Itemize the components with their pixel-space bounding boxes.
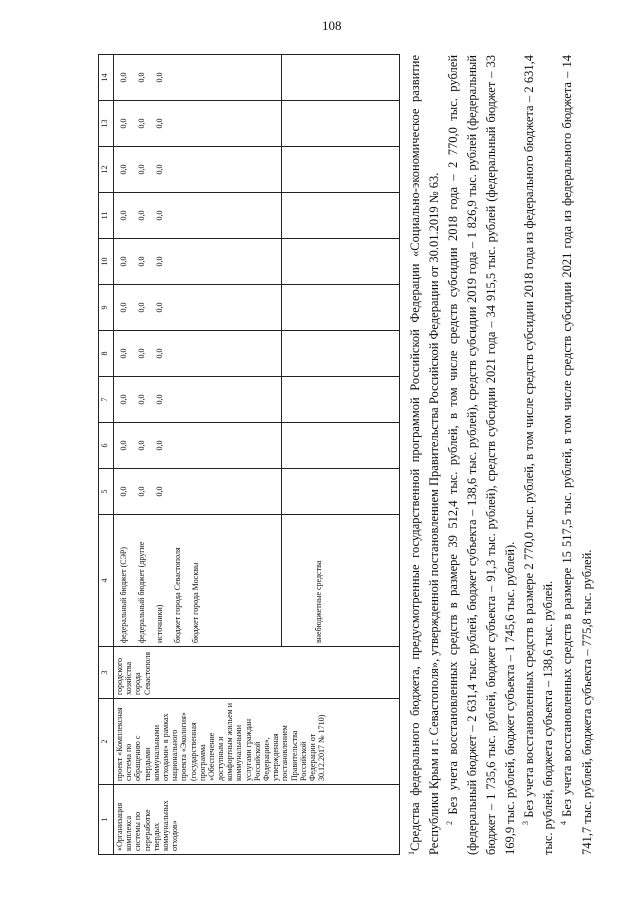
value-cell <box>282 285 400 331</box>
header-cell: 8 <box>99 331 114 377</box>
fin-value: 0,0 <box>137 164 146 175</box>
value-cell <box>114 285 282 331</box>
fin-value: 0,0 <box>155 256 164 267</box>
fin-value: 0,0 <box>155 302 164 313</box>
fin-value: 0,0 <box>155 486 164 497</box>
value-cell <box>282 331 400 377</box>
fin-value <box>169 242 187 281</box>
footnote-1 <box>406 55 444 855</box>
project-description-cell: проект «Комплексная система по обращению с твердыми коммунальными отходами» в рамках национального проекта «Экология» (государственная программа «Обеспечение доступным и комфортным жильем и коммунальными услугами граждан Российской Федерации», утвержденная постановлением Правительства Российской Федерации от 30.12.2017 № 1710) <box>114 699 400 785</box>
fin-value <box>169 288 187 327</box>
footnote-mark: 1 <box>407 851 416 855</box>
value-cell <box>282 377 400 423</box>
header-cell: 11 <box>99 193 114 239</box>
footnotes <box>406 55 597 855</box>
fin-value <box>169 380 187 419</box>
fin-value: 0,0 <box>137 72 146 83</box>
fin-value <box>169 150 187 189</box>
value-cell <box>114 193 282 239</box>
table-row-main <box>114 55 282 855</box>
footnote-text: Без учета восстановленных средств в размере 2 770,0 тыс. рублей, в том числе средств субсидии 2018 года из федерального бюджета – 2 631,4 тыс. рублей, бюджета субъекта – 138,6 тыс. рублей. <box>522 54 556 855</box>
header-cell: 9 <box>99 285 114 331</box>
header-cell: 6 <box>99 423 114 469</box>
fin-value: 0,0 <box>119 256 128 267</box>
program-table <box>98 54 400 855</box>
fin-value <box>169 104 187 143</box>
fin-value: 0,0 <box>119 164 128 175</box>
fin-value: 0,0 <box>137 440 146 451</box>
table-header-row <box>99 55 114 855</box>
value-cell <box>114 55 282 101</box>
fin-value: 0,0 <box>137 118 146 129</box>
footnote-mark: 2 <box>445 821 455 825</box>
fin-value: 0,0 <box>119 440 128 451</box>
funding-source-label: федеральный бюджет (СЭР) <box>119 546 128 643</box>
value-cell <box>282 239 400 285</box>
fin-value <box>169 472 187 511</box>
fin-value: 0,0 <box>137 256 146 267</box>
header-cell: 2 <box>99 699 114 785</box>
fin-value: 0,0 <box>137 394 146 405</box>
value-cell <box>282 423 400 469</box>
header-cell: 10 <box>99 239 114 285</box>
funding-sources-cell <box>114 515 282 647</box>
value-cell <box>114 423 282 469</box>
fin-value: 0,0 <box>155 440 164 451</box>
offbudget-label: внебюджетные средства <box>282 515 400 647</box>
footnote-2 <box>444 55 520 855</box>
fin-value: 0,0 <box>137 348 146 359</box>
fin-value: 0,0 <box>155 394 164 405</box>
fin-value: 0,0 <box>155 118 164 129</box>
footnote-text: Без учета восстановленных средств в размере 39 512,4 тыс. рублей, в том числе средств субсидии 2018 года – 2 770,0 тыс. рублей (федеральный бюджет – 2 631,4 тыс. рублей, бюджет субъекта – 138,6 тыс. рублей), средств субсидии 2019 года – 1 826,9 тыс. рублей (федеральный бюджет – 1 735,6 тыс. рублей, бюджет субъекта – 91,3 тыс. рублей), средств субсидии 2021 года – 34 915,5 тыс. рублей (федеральный бюджет – 33 169,9 тыс. рублей, бюджет субъекта – 1 745,6 тыс. рублей). <box>446 54 518 855</box>
footnote-mark: 4 <box>559 821 569 825</box>
funding-source-label: федеральный бюджет (другие источники) <box>137 541 164 643</box>
fin-value: 0,0 <box>155 164 164 175</box>
funding-source-label: бюджет города Севастополя <box>173 547 182 643</box>
footnote-text: Средства федерального бюджета, предусмотренные государственной программой Российской Федерации «Социально-экономическое развитие Республики Крым и г. Севастополя», утвержденной постановлением Правительства Российской Федерации от 30.01.2019 № 63. <box>408 55 442 855</box>
fin-value: 0,0 <box>155 210 164 221</box>
header-cell: 3 <box>99 647 114 699</box>
footnote-3 <box>520 55 558 855</box>
header-cell: 14 <box>99 55 114 101</box>
value-cell <box>114 377 282 423</box>
activity-name-cell: «Организация комплекса системы по переработке твердых коммунальных отходов» <box>114 785 400 855</box>
fin-value: 0,0 <box>119 394 128 405</box>
footnote-4 <box>558 55 596 855</box>
value-cell <box>114 101 282 147</box>
value-cell <box>114 331 282 377</box>
fin-value <box>169 196 187 235</box>
fin-value <box>169 426 187 465</box>
fin-value: 0,0 <box>119 72 128 83</box>
value-cell <box>282 193 400 239</box>
funding-source-label: бюджет города Москвы <box>191 562 200 643</box>
value-cell <box>282 55 400 101</box>
page-number: 108 <box>322 18 342 33</box>
value-cell <box>282 101 400 147</box>
header-cell: 4 <box>99 515 114 647</box>
value-cell <box>282 147 400 193</box>
footnote-mark: 3 <box>521 821 531 825</box>
rotated-content <box>98 45 623 855</box>
fin-value: 0,0 <box>119 348 128 359</box>
value-cell <box>114 469 282 515</box>
value-cell <box>114 239 282 285</box>
fin-value: 0,0 <box>137 486 146 497</box>
value-cell <box>114 147 282 193</box>
fin-value: 0,0 <box>119 210 128 221</box>
executor-cell: городского хозяйства города Севастополя <box>114 647 400 699</box>
header-cell: 13 <box>99 101 114 147</box>
header-cell: 7 <box>99 377 114 423</box>
fin-value: 0,0 <box>155 348 164 359</box>
footnote-text: Без учета восстановленных средств в размере 15 517,5 тыс. рублей, в том числе средств субсидии 2021 года из федерального бюджета – 14 741,7 тыс. рублей, бюджета субъекта – 775,8 тыс. рублей. <box>560 54 594 855</box>
fin-value: 0,0 <box>137 210 146 221</box>
value-cell <box>282 469 400 515</box>
fin-value: 0,0 <box>119 486 128 497</box>
header-cell: 5 <box>99 469 114 515</box>
header-cell: 1 <box>99 785 114 855</box>
fin-value <box>169 334 187 373</box>
fin-value <box>169 58 187 97</box>
fin-value: 0,0 <box>137 302 146 313</box>
fin-value: 0,0 <box>119 302 128 313</box>
header-cell: 12 <box>99 147 114 193</box>
fin-value: 0,0 <box>119 118 128 129</box>
fin-value: 0,0 <box>155 72 164 83</box>
